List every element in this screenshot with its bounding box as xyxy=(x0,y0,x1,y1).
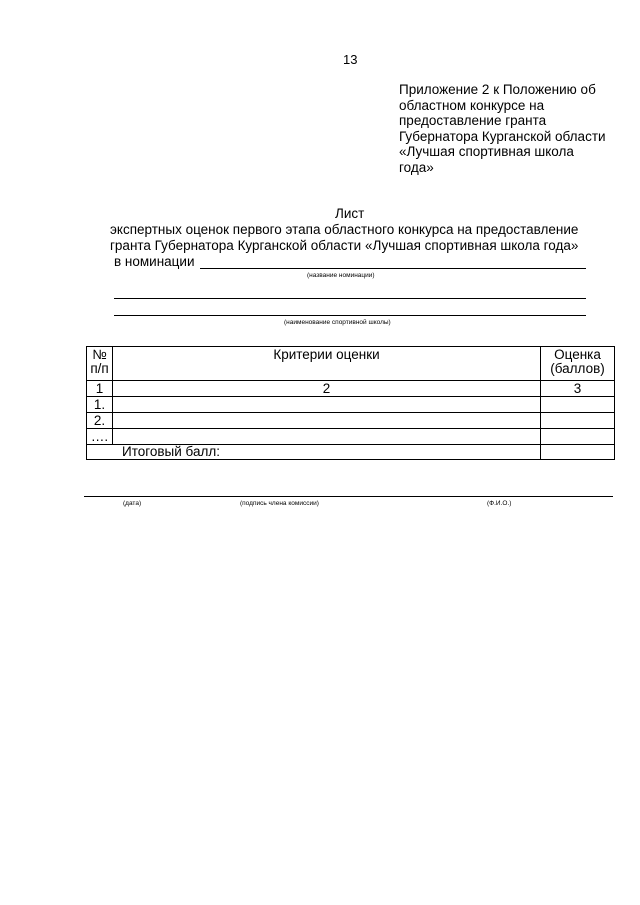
page-number: 13 xyxy=(343,52,358,67)
table-row xyxy=(87,397,615,413)
subtitle-line: экспертных оценок первого этапа областного конкурса на предоставление xyxy=(110,222,579,237)
annex-line: года» xyxy=(399,159,434,175)
annex-line: «Лучшая спортивная школа xyxy=(399,144,574,160)
signature-line[interactable] xyxy=(84,496,613,497)
annex-line: Губернатора Курганской области xyxy=(399,128,606,144)
sign-caption: (подпись члена комиссии) xyxy=(240,500,319,507)
name-caption: (Ф.И.О.) xyxy=(487,500,512,507)
nomination-label: в номинации xyxy=(114,254,195,269)
table-row xyxy=(87,429,615,445)
school-field-line-2[interactable] xyxy=(114,315,586,316)
row-criteria-cell[interactable] xyxy=(113,413,541,429)
header-score: Оценка (баллов) xyxy=(541,347,615,381)
row-num: 1. xyxy=(87,397,113,413)
table-header-row xyxy=(87,347,615,381)
school-caption: (наименование спортивной школы) xyxy=(284,319,391,326)
header-criteria: Критерии оценки xyxy=(113,347,541,381)
index-cell: 1 xyxy=(87,381,113,397)
annex-line: областном конкурсе на xyxy=(399,97,545,113)
date-caption: (дата) xyxy=(123,500,142,507)
nomination-field-line[interactable] xyxy=(200,268,586,269)
row-criteria-cell[interactable] xyxy=(113,429,541,445)
row-criteria-cell[interactable] xyxy=(113,397,541,413)
total-label: Итоговый балл: xyxy=(87,445,541,460)
row-score-cell[interactable] xyxy=(541,397,615,413)
annex-note xyxy=(399,82,629,176)
document-title: Лист xyxy=(335,206,365,221)
row-num: 2. xyxy=(87,413,113,429)
criteria-table xyxy=(86,346,615,460)
table-index-row xyxy=(87,381,615,397)
document-subtitle xyxy=(110,222,578,253)
subtitle-line: гранта Губернатора Курганской области «Лучшая спортивная школа года» xyxy=(110,237,579,253)
row-num: …. xyxy=(87,429,113,445)
table-total-row xyxy=(87,445,615,460)
table-row xyxy=(87,413,615,429)
total-score-cell[interactable] xyxy=(541,445,615,460)
header-num: № п/п xyxy=(87,347,113,381)
row-score-cell[interactable] xyxy=(541,429,615,445)
annex-line: Приложение 2 к Положению об xyxy=(399,82,596,97)
nomination-caption: (название номинации) xyxy=(307,272,375,279)
school-field-line-1[interactable] xyxy=(114,298,586,299)
annex-line: предоставление гранта xyxy=(399,113,547,129)
row-score-cell[interactable] xyxy=(541,413,615,429)
index-cell: 3 xyxy=(541,381,615,397)
index-cell: 2 xyxy=(113,381,541,397)
